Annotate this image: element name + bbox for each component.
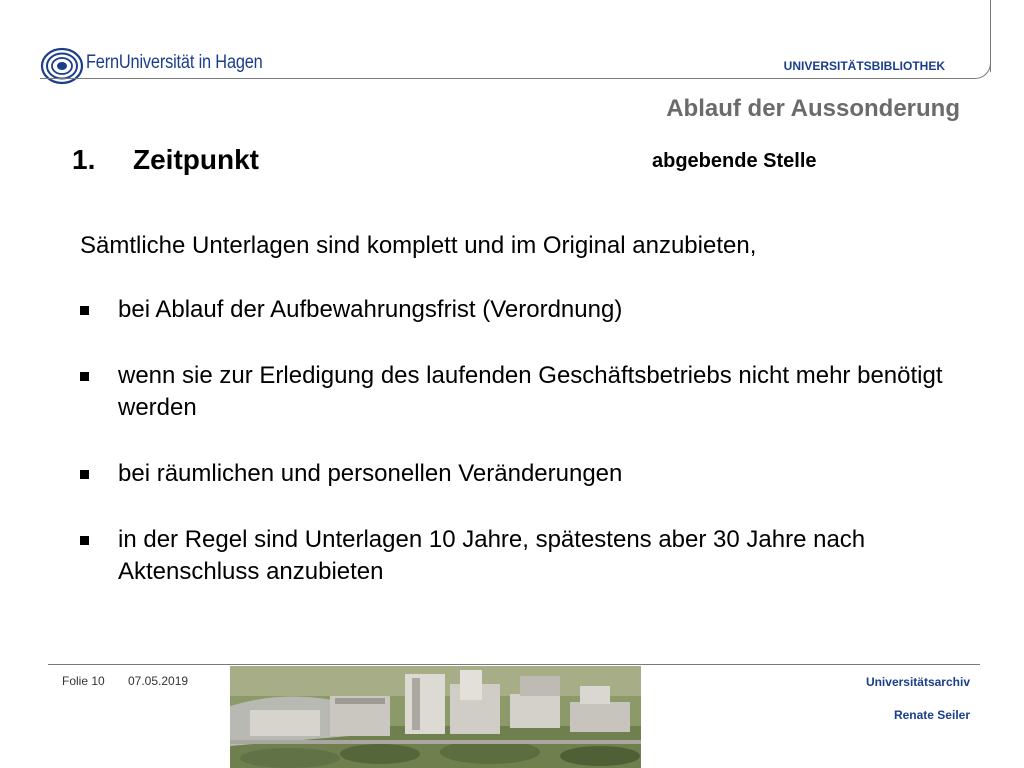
section-title: Ablauf der Aussonderung: [666, 95, 960, 122]
footer-divider: [48, 664, 980, 665]
page-title: Zeitpunkt: [133, 144, 259, 175]
brand-name: FernUniversität in Hagen: [86, 52, 263, 73]
library-label: UNIVERSITÄTSBIBLIOTHEK: [783, 59, 945, 73]
slide-number: Folie 10: [62, 674, 105, 688]
square-bullet-icon: [80, 470, 89, 479]
heading-number: 1.: [72, 144, 96, 175]
archive-label: Universitätsarchiv: [865, 675, 970, 689]
square-bullet-icon: [80, 372, 89, 381]
list-item: [80, 360, 960, 424]
list-item: [80, 458, 960, 490]
square-bullet-icon: [80, 306, 89, 315]
list-item-text: bei Ablauf der Aufbewahrungsfrist (Verordnung): [118, 296, 623, 323]
fernuni-logo-icon: [40, 46, 84, 86]
slide-date: 07.05.2019: [128, 674, 189, 688]
subheading: abgebende Stelle: [652, 150, 817, 172]
square-bullet-icon: [80, 536, 89, 545]
header-corner: [972, 62, 991, 79]
header-divider: [40, 78, 972, 79]
campus-aerial-photo: [230, 666, 641, 768]
list-item-text: bei räumlichen und personellen Veränderungen: [118, 460, 623, 487]
list-item-text: in der Regel sind Unterlagen 10 Jahre, spätestens aber 30 Jahre nach Aktenschluss anzubieten: [118, 526, 866, 585]
list-item: [80, 294, 960, 326]
list-item: [80, 524, 960, 588]
list-item-text: wenn sie zur Erledigung des laufenden Geschäftsbetriebs nicht mehr benötigt werden: [118, 362, 943, 421]
author-label: Renate Seiler: [893, 708, 970, 722]
intro-text: Sämtliche Unterlagen sind komplett und im Original anzubieten,: [80, 232, 757, 259]
right-divider: [990, 0, 991, 72]
